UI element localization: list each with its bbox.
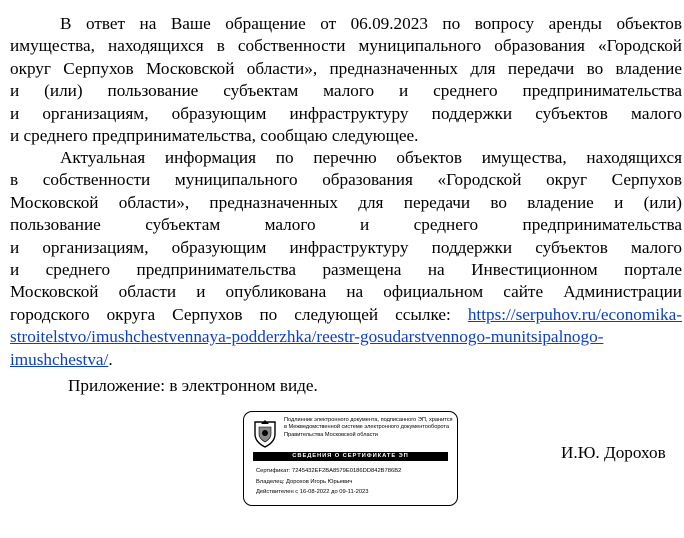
para1-line: и среднего предпринимательства, сообщаю следующее. — [10, 126, 419, 146]
coat-of-arms-icon — [252, 419, 278, 448]
signer-name: И.Ю. Дорохов — [561, 443, 666, 462]
para2-line: imushchestva/. — [10, 349, 113, 369]
para1-line: В ответ на Ваше обращение от 06.09.2023 по вопросу аренды объектов — [60, 14, 682, 33]
para2-line: Актуальная информация по перечню объектов имущества, находящихся — [60, 148, 682, 167]
certificate-owner: Владелец: Дорохов Игорь Юрьевич — [256, 478, 353, 485]
para2-line — [10, 326, 682, 348]
certificate-number: Сертификат: 7245432EF2BA8579E0186DD842B786B2 — [256, 468, 402, 474]
electronic-signature-stamp — [243, 411, 458, 506]
registry-link-continued[interactable]: stroitelstvo/imushchestvennaya-podderzhka/reestr-gosudarstvennogo-munitsipalnogo- — [10, 327, 604, 347]
para2-line: городского округа Серпухов по следующей ссылке: https://serpuhov.ru/economika- — [10, 304, 682, 324]
certificate-info — [256, 466, 451, 498]
paragraph-request-reply — [10, 13, 682, 147]
registry-link[interactable]: https://serpuhov.ru/economika- — [467, 304, 682, 324]
para2-line: и среднего предпринимательства размещена на Инвестиционном портале — [10, 260, 682, 280]
para1-line: и организациям, образующим инфраструктуру поддержки субъектов малого — [10, 103, 682, 123]
stamp-caption: Подлинник электронного документа, подписанного ЭП, хранится в Межведомственной системе электронного документооборота Правительства Московской области — [284, 417, 453, 438]
certificate-validity: Действителен с 16-08-2022 до 09-11-2023 — [256, 489, 369, 495]
attachment-note: Приложение: в электронном виде. — [68, 376, 318, 395]
para2-line: пользование субъектам малого и среднего предпринимательства — [10, 215, 682, 235]
paragraph-current-info — [10, 147, 682, 371]
registry-link-end[interactable]: imushchestva/ — [10, 349, 109, 369]
stamp-header: СВЕДЕНИЯ О СЕРТИФИКАТЕ ЭП — [253, 452, 448, 461]
para2-line: в собственности муниципального образования «Городской округ Серпухов — [10, 170, 682, 190]
para1-line: округ Серпухов Московской области», предназначенных для передачи во владение — [10, 58, 682, 78]
para2-line: и организациям, образующим инфраструктуру поддержки субъектов малого — [10, 237, 682, 257]
para2-line: Московской области и опубликована на официальном сайте Администрации — [10, 282, 682, 302]
para1-line: имущества, находящихся в собственности муниципального образования «Городской — [10, 36, 682, 56]
para1-line: и (или) пользование субъектам малого и среднего предпринимательства — [10, 81, 682, 101]
para2-line: Московской области», предназначенных для передачи во владение и (или) — [10, 192, 682, 212]
